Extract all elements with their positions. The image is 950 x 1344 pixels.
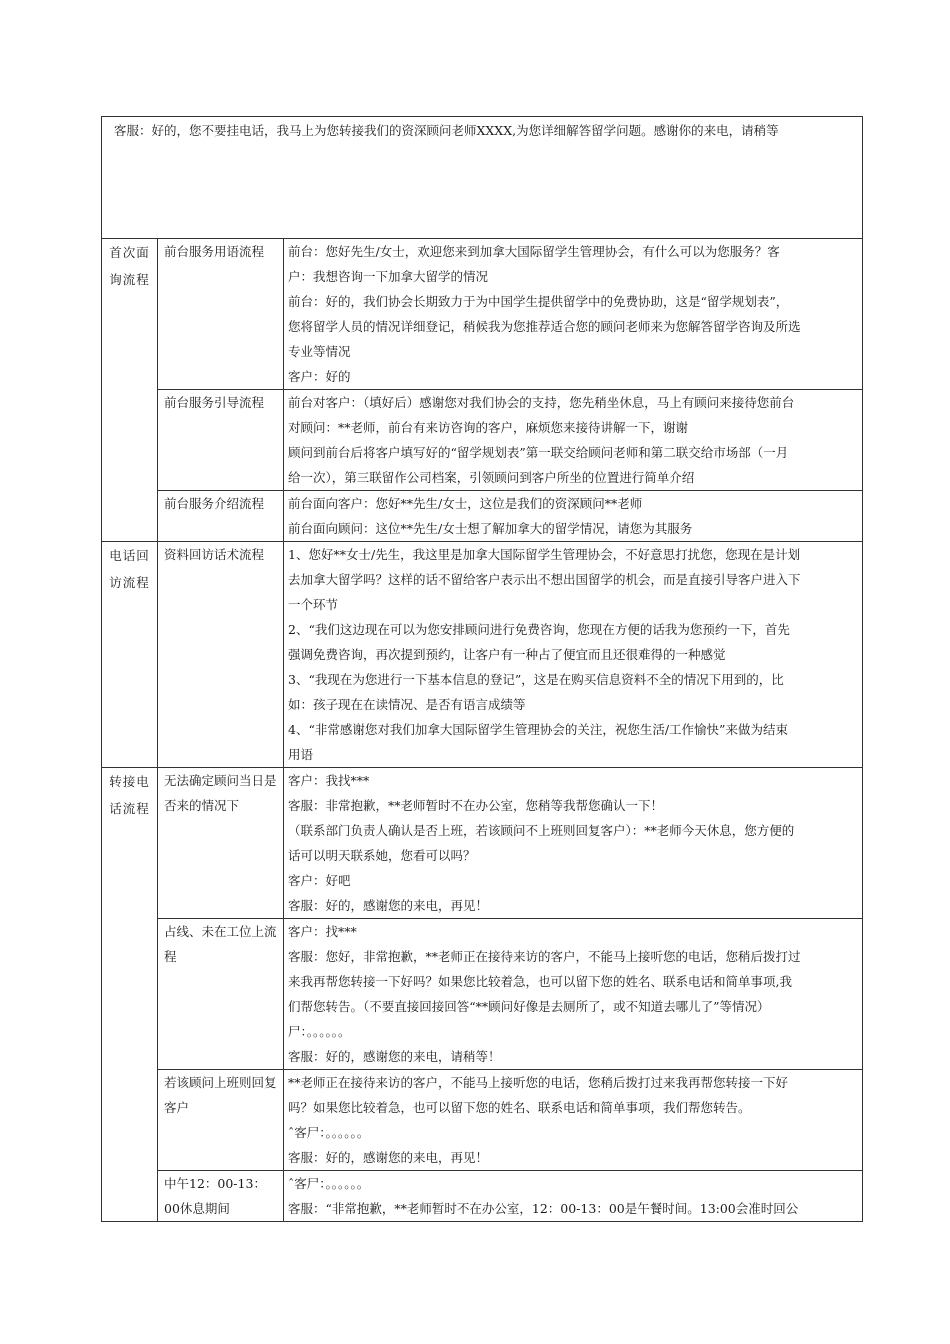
process-table-body xyxy=(102,117,863,1222)
category-label: 首次面询流程 xyxy=(109,245,150,287)
process-row xyxy=(102,491,863,542)
process-row xyxy=(102,239,863,390)
script-line: 尸：。。。。。。 xyxy=(288,1024,351,1039)
script-line: 客户：我找*** xyxy=(288,773,370,788)
script-text xyxy=(284,1070,863,1171)
script-line: （联系部门负责人确认是否上班，若该顾问不上班则回复客户）：**老师今天休息，您方便的 xyxy=(288,823,795,838)
script-line: 前台：您好先生/女士，欢迎您来到加拿大国际留学生管理协会，有什么可以为您服务？客 xyxy=(288,244,780,259)
process-row xyxy=(102,1070,863,1171)
script-line: 3、“我现在为您进行一下基本信息的登记”，这是在购买信息资料不全的情况下用到的，比 xyxy=(288,672,784,687)
script-line: 户：我想咨询一下加拿大留学的情况 xyxy=(288,269,489,284)
process-name: 占线、未在工位上流程 xyxy=(158,919,284,1070)
script-line: 强调免费咨询，再次提到预约，让客户有一种占了便宜而且还很难得的一种感觉 xyxy=(288,647,726,662)
script-text xyxy=(284,1171,863,1222)
script-line: 如：孩子现在在读情况、是否有语言成绩等 xyxy=(288,697,526,712)
script-line: 一个环节 xyxy=(288,597,339,612)
category-cell xyxy=(102,542,158,768)
script-line: 客服：“非常抱歉，**老师暂时不在办公室，12：00-13：00是午餐时间。13:00会准时回公 xyxy=(288,1201,799,1216)
script-text xyxy=(284,491,863,542)
script-line: 客户：好吧 xyxy=(288,873,351,888)
script-line: 用语 xyxy=(288,747,314,762)
process-name: 前台服务介绍流程 xyxy=(158,491,284,542)
process-row xyxy=(102,768,863,919)
script-line: 话可以明天联系她，您看可以吗？ xyxy=(288,848,476,863)
process-name: 前台服务用语流程 xyxy=(158,239,284,390)
script-line: 客服：非常抱歉，**老师暂时不在办公室，您稍等我帮您确认一下！ xyxy=(288,798,664,813)
script-line: 前台：好的，我们协会长期致力于为中国学生提供留学中的免费协助，这是“留学规划表”， xyxy=(288,294,789,309)
script-line: 给一次），第三联留作公司档案，引领顾问到客户所坐的位置进行简单介绍 xyxy=(288,470,695,485)
process-name: 前台服务引导流程 xyxy=(158,390,284,491)
script-text xyxy=(284,542,863,768)
script-line: 来我再帮您转接一下好吗？如果您比较着急，也可以留下您的姓名、联系电话和简单事项,我 xyxy=(288,974,792,989)
script-line: 吗？如果您比较着急，也可以留下您的姓名、联系电话和简单事项，我们帮您转告。 xyxy=(288,1100,751,1115)
process-row xyxy=(102,390,863,491)
category-label: 电话回访流程 xyxy=(109,548,150,590)
intro-row xyxy=(102,117,863,239)
script-line: 客户：找*** xyxy=(288,924,357,939)
script-text xyxy=(284,768,863,919)
script-line: 前台对客户：（填好后）感谢您对我们协会的支持，您先稍坐休息，马上有顾问来接待您前台 xyxy=(288,395,795,410)
script-line: 您将留学人员的情况详细登记，稍候我为您推荐适合您的顾问老师来为您解答留学咨询及所选 xyxy=(288,319,801,334)
script-line: 2、“我们这边现在可以为您安排顾问进行免费咨询，您现在方便的话我为您预约一下，首先 xyxy=(288,622,790,637)
script-line: 客服：好的，感谢您的来电，请稍等！ xyxy=(288,1049,501,1064)
process-row xyxy=(102,542,863,768)
script-line: 1、您好**女士/先生，我这里是加拿大国际留学生管理协会，不好意思打扰您，您现在是计划 xyxy=(288,547,801,562)
script-line: 客服：好的，感谢您的来电，再见！ xyxy=(288,898,489,913)
script-line: 客服：您好，非常抱歉，**老师正在接待来访的客户，不能马上接听您的电话，您稍后拨打过 xyxy=(288,949,801,964)
process-table xyxy=(101,116,863,1222)
script-line: 前台面向顾问：这位**先生/女士想了解加拿大的留学情况，请您为其服务 xyxy=(288,521,693,536)
category-cell xyxy=(102,239,158,542)
process-name: 中午12：00-13：00休息期间 xyxy=(158,1171,284,1222)
script-text xyxy=(284,390,863,491)
script-text xyxy=(284,239,863,390)
category-label: 转接电话流程 xyxy=(109,774,150,816)
script-line: 去加拿大留学吗？这样的话不留给客户表示出不想出国留学的机会，而是直接引导客户进入下 xyxy=(288,572,801,587)
script-line: 客服：好的，感谢您的来电，再见！ xyxy=(288,1150,489,1165)
category-cell xyxy=(102,768,158,1222)
process-name: 若该顾问上班则回复客户 xyxy=(158,1070,284,1171)
process-row xyxy=(102,1171,863,1222)
intro-text: 客服：好的，您不要挂电话，我马上为您转接我们的资深顾问老师XXXX,为您详细解答留学问题。感谢你的来电，请稍等 xyxy=(102,117,863,239)
process-name: 资料回访话术流程 xyxy=(158,542,284,768)
script-line: 前台面向客户：您好**先生/女士，这位是我们的资深顾问**老师 xyxy=(288,496,643,511)
process-name: 无法确定顾问当日是否来的情况下 xyxy=(158,768,284,919)
script-line: 专业等情况 xyxy=(288,344,351,359)
script-line: ˆ客尸：。。。。。。 xyxy=(288,1125,370,1140)
script-line: 顾问到前台后将客户填写好的“留学规划表”第一联交给顾问老师和第二联交给市场部（一月 xyxy=(288,445,789,460)
script-line: 对顾问：**老师，前台有来访咨询的客户，麻烦您来接待讲解一下，谢谢 xyxy=(288,420,689,435)
process-row xyxy=(102,919,863,1070)
script-line: ˆ客尸：。。。。。。 xyxy=(288,1176,370,1191)
script-line: 4、“非常感谢您对我们加拿大国际留学生管理协会的关注，祝您生活/工作愉快”来做为结束 xyxy=(288,722,788,737)
script-line: 们帮您转告。（不要直接回接回答“**顾问好像是去厕所了，或不知道去哪儿了”等情况） xyxy=(288,999,770,1014)
script-line: **老师正在接待来访的客户，不能马上接听您的电话，您稍后拨打过来我再帮您转接一下好 xyxy=(288,1075,789,1090)
script-line: 客户：好的 xyxy=(288,369,351,384)
script-text xyxy=(284,919,863,1070)
